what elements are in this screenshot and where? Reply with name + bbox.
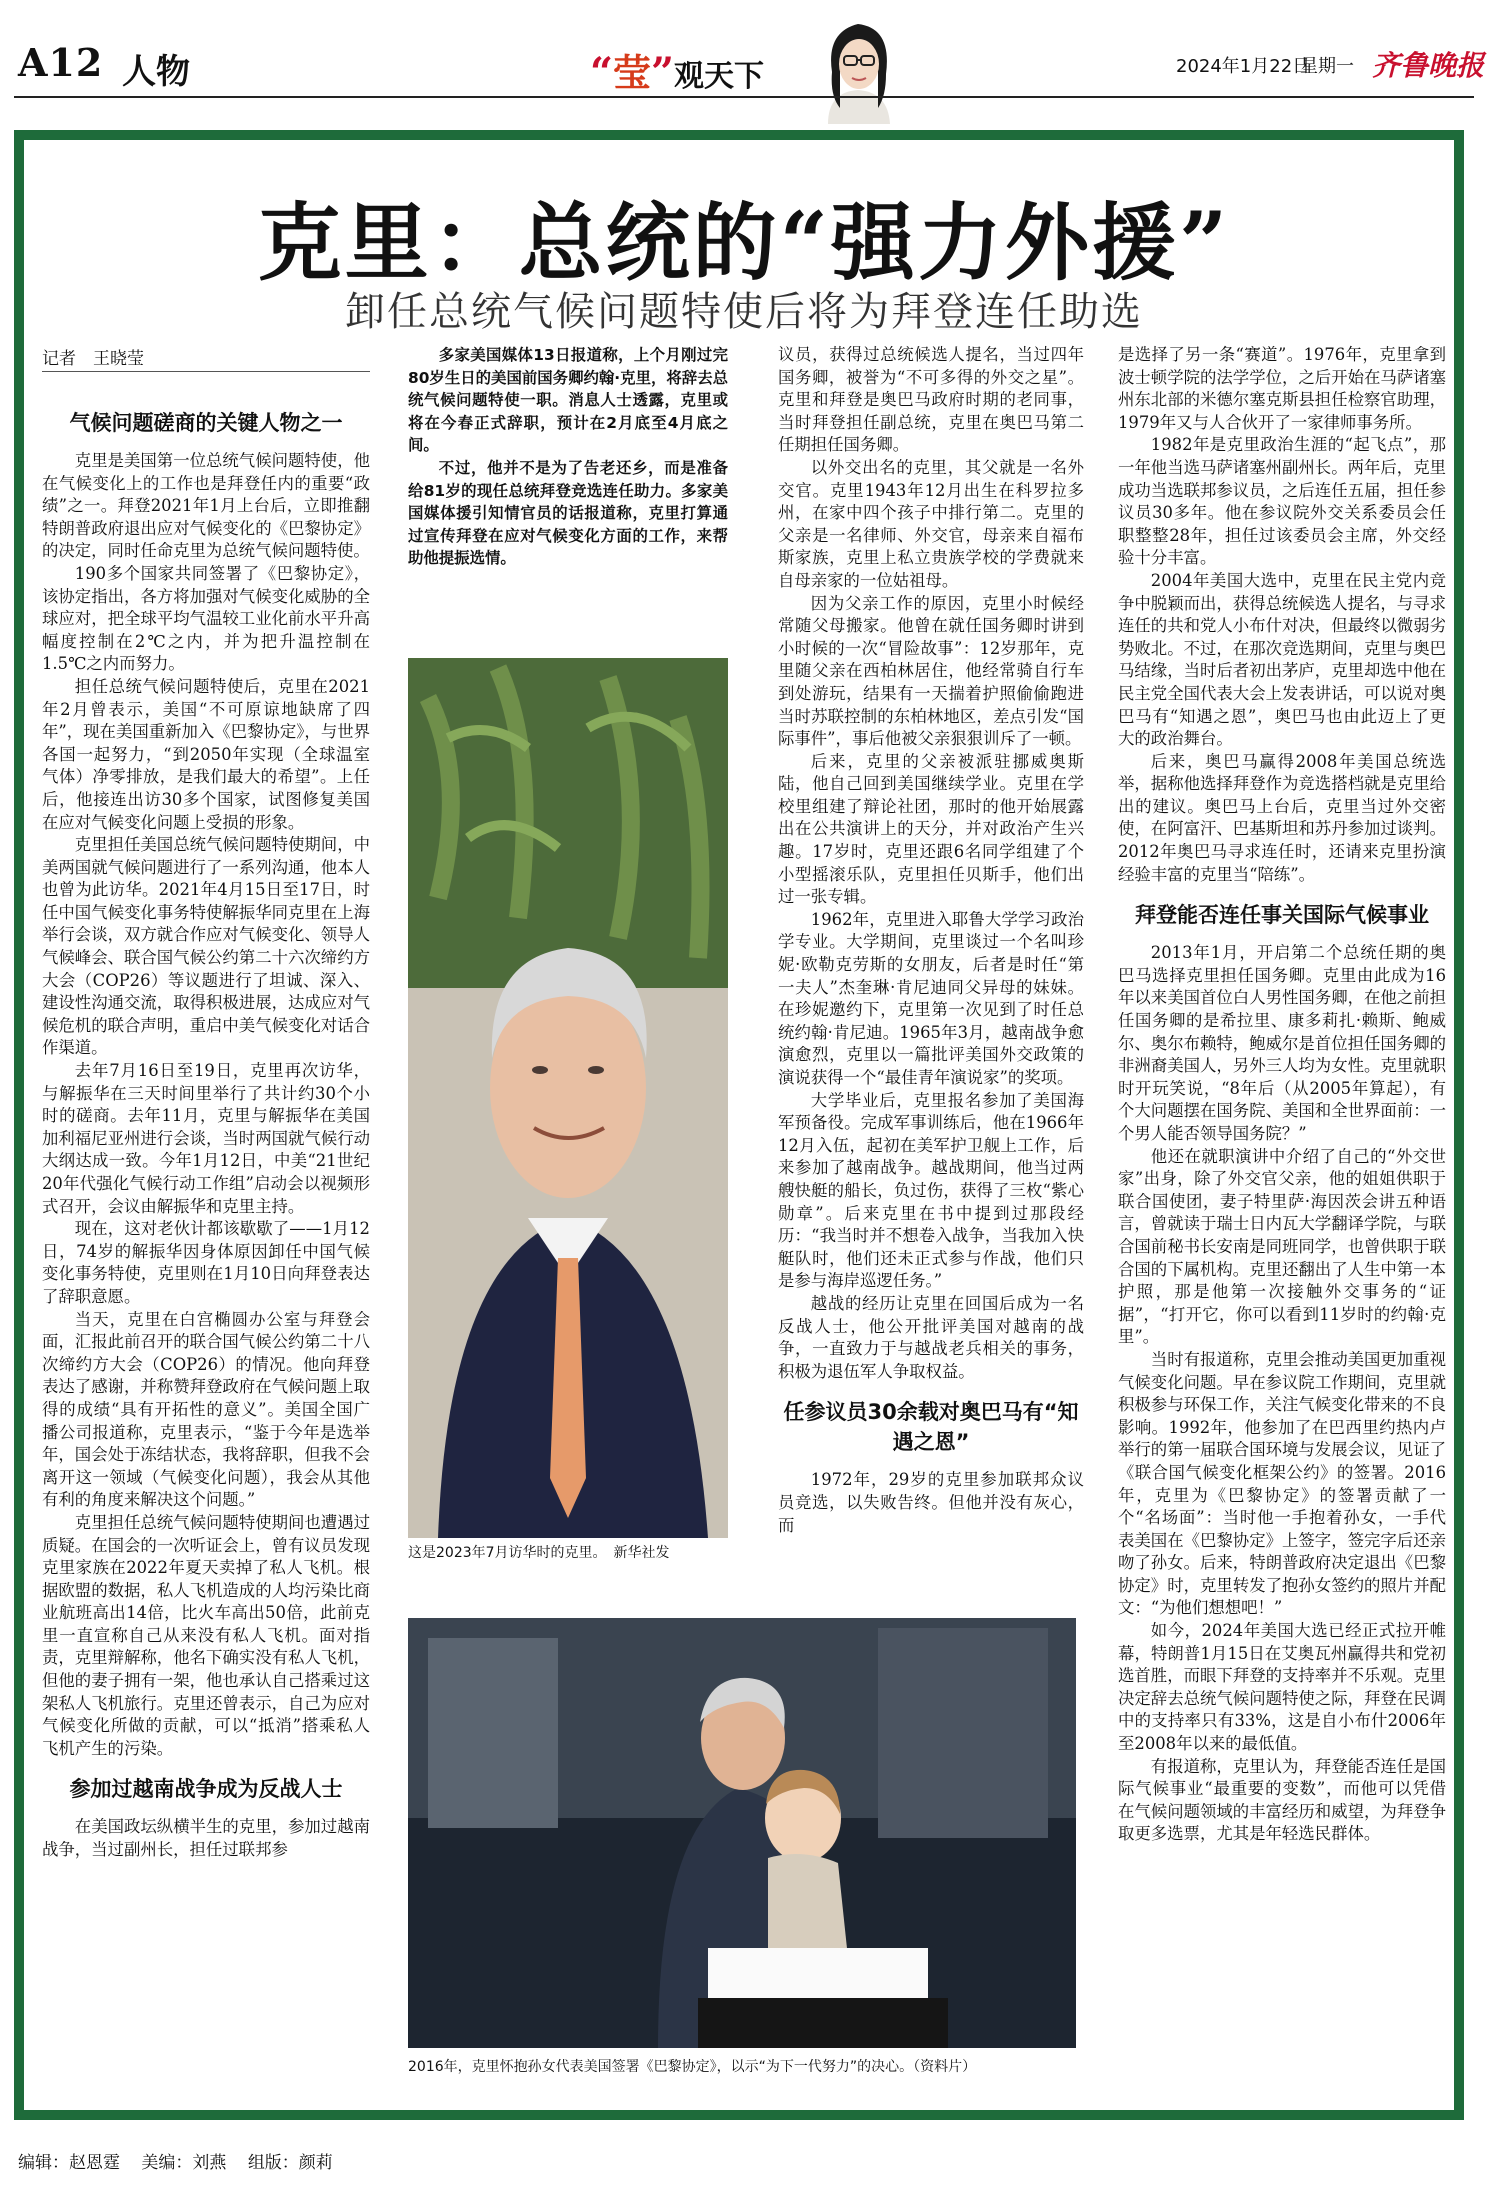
subheading-reelection: 拜登能否连任事关国际气候事业 bbox=[1135, 903, 1429, 928]
paragraph: 当天，克里在白宫椭圆办公室与拜登会面，汇报此前召开的联合国气候公约第二十八次缔约方大会（COP26）的情况。他向拜登表达了感谢，并称赞拜登政府在气候问题上取得的成绩“具有开拓性的意义”。美国全国广播公司报道称，克里表示，“鉴于今年是选举年，国会处于冻结状态，我将辞职，但我不会离开这一领域（气候变化问题），我会从其他有利的角度来解决这个问题。” bbox=[42, 1309, 370, 1510]
brand-quote-close: ” bbox=[651, 49, 675, 96]
column-3 bbox=[778, 344, 1084, 1537]
paragraph: 他还在就职演讲中介绍了自己的“外交世家”出身，除了外交官父亲，他的姐姐供职于联合国使团，妻子特里萨·海因茨会讲五种语言，曾就读于瑞士日内瓦大学翻译学院，与联合国前秘书长安南是同班同学，也曾供职于联合国的下属机构。克里还翻出了人生中第一本护照，那是他第一次接触外交事务的“证据”，“打开它，你可以看到11岁时的约翰·克里”。 bbox=[1118, 1146, 1446, 1347]
editor-credit: 编辑：赵恩霆 bbox=[18, 2153, 120, 2173]
paragraph: 是选择了另一条“赛道”。1976年，克里拿到波士顿学院的法学学位，之后开始在马萨诸塞州东北部的米德尔塞克斯县担任检察官助理，1979年又与人合伙开了一家律师事务所。 bbox=[1118, 345, 1446, 432]
article-title: 克里：总统的“强力外援” bbox=[257, 193, 1231, 292]
brand-rest: 观天下 bbox=[674, 59, 765, 94]
paragraph: 克里是美国第一位总统气候问题特使，他在气候变化上的工作也是拜登任内的重要“政绩”之一。拜登2021年1月上台后，立即推翻特朗普政府退出应对气候变化的《巴黎协定》的决定，同时任命克里为总统气候问题特使。 bbox=[42, 451, 370, 561]
photo2-caption: 2016年，克里怀抱孙女代表美国签署《巴黎协定》，以示“为下一代努力”的决心。（资料片） bbox=[408, 2059, 977, 2075]
paragraph: 克里担任美国总统气候问题特使期间，中美两国就气候问题进行了一系列沟通，他本人也曾为此访华。2021年4月15日至17日，时任中国气候变化事务特使解振华同克里在上海举行会谈，双方就合作应对气候变化、领导人气候峰会、联合国气候公约第二十六次缔约方大会（COP26）等议题进行了坦诚、深入、建设性沟通交流，取得积极进展，达成应对气候危机的联合声明，重启中美气候变化对话合作渠道。 bbox=[42, 835, 370, 1058]
paragraph: 后来，克里的父亲被派驻挪威奥斯陆，他自己回到美国继续学业。克里在学校里组建了辩论社团，那时的他开始展露出在公共演讲上的天分，并对政治产生兴趣。17岁时，克里还跟6名同学组建了个小型摇滚乐队，克里担任贝斯手，他们出过一张专辑。 bbox=[778, 751, 1084, 907]
newspaper-logo: 齐鲁晚报 bbox=[1372, 49, 1485, 82]
issue-weekday: 星期一 bbox=[1300, 56, 1354, 77]
paragraph: 1972年，29岁的克里参加联邦众议员竞选，以失败告终。但他并没有灰心，而 bbox=[778, 1470, 1084, 1535]
paragraph: 克里担任总统气候问题特使期间也遭遇过质疑。在国会的一次听证会上，曾有议员发现克里家族在2022年夏天卖掉了私人飞机。根据欧盟的数据，私人飞机造成的人均污染比商业航班高出14倍，比火车高出50倍，此前克里一直宣称自己从来没有私人飞机。面对指责，克里辩解称，他名下确实没有私人飞机，但他的妻子拥有一架，他也承认自己搭乘过这架私人飞机旅行。克里还曾表示，自己为应对气候变化所做的贡献，可以“抵消”搭乘私人飞机产生的污染。 bbox=[42, 1512, 370, 1758]
layout-credit: 组版：颜莉 bbox=[247, 2153, 333, 2173]
header-rule bbox=[14, 96, 1474, 98]
paragraph: 如今，2024年美国大选已经正式拉开帷幕，特朗普1月15日在艾奥瓦州赢得共和党初选首胜，而眼下拜登的支持率并不乐观。克里决定辞去总统气候问题特使之际，拜登在民调中的支持率只有33%，这是自小布什2006年至2008年以来的最低值。 bbox=[1118, 1621, 1446, 1754]
kerry-portrait-photo bbox=[408, 658, 728, 1538]
lead-paragraphs bbox=[408, 344, 728, 570]
subheading-climate: 气候问题磋商的关键人物之一 bbox=[69, 411, 343, 435]
paragraph: 1962年，克里进入耶鲁大学学习政治学专业。大学期间，克里谈过一个名叫珍妮·欧勒克劳斯的女朋友，后者是时任“第一夫人”杰奎琳·肯尼迪同父异母的妹妹。在珍妮邀约下，克里第一次见到了时任总统约翰·肯尼迪。1965年3月，越南战争愈演愈烈，克里以一篇批评美国外交政策的演说获得一个“最佳青年演说家”的奖项。 bbox=[778, 909, 1084, 1087]
section-name: 人物 bbox=[122, 52, 190, 92]
paragraph: 有报道称，克里认为，拜登能否连任是国际气候事业“最重要的变数”，而他可以凭借在气候问题领域的丰富经历和威望，为拜登争取更多选票，尤其是年轻选民群体。 bbox=[1118, 1756, 1446, 1844]
paragraph: 担任总统气候问题特使后，克里在2021年2月曾表示，美国“不可原谅地缺席了四年”，现在美国重新加入《巴黎协定》，与世界各国一起努力，“到2050年实现（全球温室气体）净零排放，是我们最大的希望”。上任后，他接连出访30多个国家，试图修复美国在应对气候变化问题上受损的形象。 bbox=[42, 676, 370, 832]
paragraph: 在美国政坛纵横半生的克里，参加过越南战争，当过副州长，担任过联邦参 bbox=[42, 1817, 370, 1860]
paragraph: 2004年美国大选中，克里在民主党内竞争中脱颖而出，获得总统候选人提名，与寻求连任的共和党人小布什对决，但最终以微弱劣势败北。不过，在那次竞选期间，克里与奥巴马结缘，当时后者初出茅庐，克里却选中他在民主党全国代表大会上发表讲话，可以说对奥巴马有“知遇之恩”，奥巴马也由此迈上了更大的政治舞台。 bbox=[1118, 570, 1446, 749]
paragraph: 议员，获得过总统候选人提名，当过四年国务卿，被誉为“不可多得的外交之星”。克里和拜登是奥巴马政府时期的老同事，当时拜登担任副总统，克里在奥巴马第二任期担任国务卿。 bbox=[778, 345, 1084, 455]
page-number: A12 bbox=[18, 40, 104, 85]
art-credit: 美编：刘燕 bbox=[141, 2153, 227, 2173]
paragraph: 190多个国家共同签署了《巴黎协定》，该协定指出，各方将加强对气候变化威胁的全球应对，把全球平均气温较工业化前水平升高幅度控制在2℃之内，并为把升温控制在1.5℃之内而努力。 bbox=[42, 563, 370, 674]
subheading-vietnam: 参加过越南战争成为反战人士 bbox=[69, 1777, 343, 1802]
reporter-byline: 记者 王晓莹 bbox=[42, 344, 370, 372]
brand-quote-open: “ bbox=[590, 49, 614, 96]
paragraph: 现在，这对老伙计都该歇歇了——1月12日，74岁的解振华因身体原因卸任中国气候变化事务特使，克里则在1月10日向拜登表达了辞职意愿。 bbox=[42, 1219, 370, 1306]
paragraph: 后来，奥巴马赢得2008年美国总统选举，据称他选择拜登作为竞选搭档就是克里给出的建议。奥巴马上台后，克里当过外交密使，在阿富汗、巴基斯坦和苏丹参加过谈判。2012年奥巴马寻求连任时，还请来克里扮演经验丰富的克里当“陪练”。 bbox=[1118, 751, 1446, 884]
lead-paragraph: 不过，他并不是为了告老还乡，而是准备给81岁的现任总统拜登竞选连任助力。多家美国媒体援引知情官员的话报道称，克里打算通过宣传拜登在应对气候变化方面的工作，来帮助他提振选情。 bbox=[408, 458, 728, 568]
footer-credits bbox=[18, 2148, 349, 2173]
paragraph: 以外交出名的克里，其父就是一名外交官。克里1943年12月出生在科罗拉多州，在家中四个孩子中排行第二。克里的父亲是一名律师、外交官，母亲来自福布斯家族，克里上私立贵族学校的学费就来自母亲家的一位姑祖母。 bbox=[778, 457, 1084, 590]
issue-date: 2024年1月22日 bbox=[1176, 56, 1311, 77]
paragraph: 越战的经历让克里在回国后成为一名反战人士，他公开批评美国对越南的战争，一直致力于与越战老兵相关的事务，积极为退伍军人争取权益。 bbox=[778, 1293, 1084, 1381]
author-portrait bbox=[808, 12, 908, 124]
photo1-caption: 这是2023年7月访华时的克里。 新华社发 bbox=[408, 1545, 670, 1561]
brand-ying: 莹 bbox=[613, 50, 652, 95]
paris-signing-photo bbox=[408, 1618, 1076, 2048]
paragraph: 1982年是克里政治生涯的“起飞点”，那一年他当选马萨诸塞州副州长。两年后，克里成功当选联邦参议员，之后连任五届，担任参议员30多年。他在参议院外交关系委员会任职整整28年，担任过该委员会主席，外交经验十分丰富。 bbox=[1118, 435, 1446, 568]
column-4 bbox=[1118, 344, 1446, 1846]
article-subtitle: 卸任总统气候问题特使后将为拜登连任助选 bbox=[345, 289, 1143, 335]
subheading-senate: 任参议员30余载对奥巴马有“知遇之恩” bbox=[783, 1400, 1079, 1455]
column-1 bbox=[42, 394, 370, 1862]
lead-paragraph: 多家美国媒体13日报道称，上个月刚过完80岁生日的美国前国务卿约翰·克里，将辞去总统气候问题特使一职。消息人士透露，克里或将在今春正式辞职，预计在2月底至4月底之间。 bbox=[408, 346, 728, 455]
paragraph: 当时有报道称，克里会推动美国更加重视气候变化问题。早在参议院工作期间，克里就积极参与环保工作，关注气候变化带来的不良影响。1992年，他参加了在巴西里约热内卢举行的第一届联合国环境与发展会议，见证了《联合国气候变化框架公约》的签署。2016年，克里为《巴黎协定》的签署贡献了一个“名场面”：当时他一手抱着孙女，一手代表美国在《巴黎协定》上签字，签完字后还亲吻了孙女。后来，特朗普政府决定退出《巴黎协定》时，克里转发了抱孙女签约的照片并配文：“为他们想想吧！” bbox=[1118, 1349, 1446, 1618]
paragraph: 去年7月16日至19日，克里再次访华，与解振华在三天时间里举行了共计约30个小时的磋商。去年11月，克里与解振华在美国加利福尼亚州进行会谈，当时两国就气候行动大纲达成一致。今年1月12日，中美“21世纪20年代强化气候行动工作组”启动会以视频形式召开，会议由解振华和克里主持。 bbox=[42, 1061, 370, 1216]
paragraph: 因为父亲工作的原因，克里小时候经常随父母搬家。他曾在就任国务卿时讲到小时候的一次“冒险故事”：12岁那年，克里随父亲在西柏林居住，他经常骑自行车到处游玩，结果有一天揣着护照偷偷跑进当时苏联控制的东柏林地区，差点引发“国际事件”，事后他被父亲狠狠训斥了一顿。 bbox=[778, 593, 1084, 749]
paragraph: 2013年1月，开启第二个总统任期的奥巴马选择克里担任国务卿。克里由此成为16年以来美国首位白人男性国务卿，在他之前担任国务卿的是希拉里、康多莉扎·赖斯、鲍威尔、奥尔布赖特，鲍威尔是首位担任国务卿的非洲裔美国人，另外三人均为女性。克里就职时开玩笑说，“8年后（从2005年算起），有个大问题摆在国务院、美国和全世界面前：一个男人能否领导国务院？” bbox=[1118, 943, 1446, 1143]
paragraph: 大学毕业后，克里报名参加了美国海军预备役。完成军事训练后，他在1966年12月入伍，起初在美军护卫舰上工作，后来参加了越南战争。越战期间，他当过两艘快艇的船长，负过伤，获得了三枚“紫心勋章”。后来克里在书中提到过那段经历：“我当时并不想卷入战争，当我加入快艇队时，他们还未正式参与作战，他们只是参与海岸巡逻任务。” bbox=[778, 1090, 1084, 1291]
column-brand bbox=[590, 42, 764, 97]
